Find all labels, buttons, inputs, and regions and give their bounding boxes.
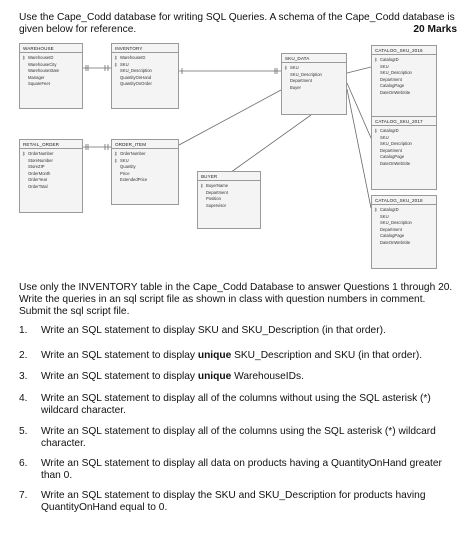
schema-diagram — [19, 43, 457, 279]
field: ExtendedPrice — [120, 177, 148, 182]
field: CatalogID — [380, 128, 399, 133]
field: Price — [120, 170, 130, 176]
field: CatalogPage — [380, 233, 405, 238]
key-icon: ⚷ — [200, 183, 204, 188]
key-icon: ⚷ — [114, 151, 118, 156]
field: WarehouseID — [28, 55, 54, 60]
question-text: Write an SQL statement to display unique SKU_Description and SKU (in that order). — [41, 350, 423, 361]
field: DateOnWebSite — [380, 89, 411, 95]
table-title: ORDER_ITEM — [112, 140, 178, 149]
field: StoreNumber — [28, 157, 53, 163]
field: BuyerName — [206, 183, 229, 188]
rel-orderitem-sku — [179, 90, 281, 145]
field: SKU — [380, 213, 389, 219]
field: QuantityOnOrder — [120, 81, 152, 86]
field: SKU — [120, 157, 129, 163]
table-warehouse — [19, 43, 83, 109]
intro-text: Use the Cape_Codd database for writing SQL Queries. A schema of the Cape_Codd database is given below for reference. — [19, 12, 455, 35]
key-icon: ⚷ — [22, 55, 26, 60]
key-icon: ⚷ — [114, 55, 118, 60]
key-icon: ⚷ — [114, 157, 118, 163]
field: CatalogPage — [380, 154, 405, 159]
question-text: Write an SQL statement to display unique WarehouseIDs. — [41, 371, 304, 382]
field: SKU — [120, 61, 129, 67]
key-icon: ⚷ — [374, 128, 378, 133]
field: SKU_Description — [380, 70, 412, 75]
instructions-text: Use only the INVENTORY table in the Cape_Codd Database to answer Questions 1 through 20. Write the queries in an sql script file as shown in class with question numbers in comment. Submit the sql script file. — [19, 282, 453, 317]
rel-sku-catalog2017 — [347, 83, 371, 138]
table-title: SKU_DATA — [282, 54, 346, 63]
field: Department — [380, 76, 402, 82]
table-title: INVENTORY — [112, 44, 178, 53]
field: CatalogID — [380, 207, 399, 212]
field: Supervisor — [206, 202, 227, 208]
field: CatalogPage — [380, 83, 405, 88]
field: Department — [380, 147, 402, 153]
field: DateOnWebSite — [380, 239, 411, 245]
field: WarehouseCity — [28, 61, 57, 67]
field: Department — [380, 226, 402, 232]
table-inventory — [111, 43, 179, 109]
table-title: WAREHOUSE — [20, 44, 82, 53]
question-number: 3. — [19, 371, 28, 382]
field: OrderNumber — [120, 151, 146, 156]
field: SKU — [380, 134, 389, 140]
field: OrderTotal — [28, 183, 48, 189]
question-number: 5. — [19, 426, 28, 437]
field: StoreZIP — [28, 164, 45, 169]
table-title: BUYER — [198, 172, 260, 181]
table-catalog-sku-2016 — [371, 45, 437, 119]
field: Department — [290, 78, 312, 83]
field: Quantity — [120, 164, 136, 169]
key-icon: ⚷ — [284, 65, 288, 70]
table-title: CATALOG_SKU_2018 — [372, 196, 436, 205]
table-catalog-sku-2017 — [371, 116, 437, 190]
field: SKU_Description — [290, 71, 322, 77]
question-number: 4. — [19, 393, 28, 404]
field: Department — [206, 189, 228, 195]
field: DateOnWebSite — [380, 160, 411, 166]
rel-sku-catalog2016 — [347, 67, 371, 73]
question-text: Write an SQL statement to display SKU and SKU_Description (in that order). — [41, 325, 386, 336]
question-number: 6. — [19, 458, 28, 469]
key-icon: ⚷ — [22, 151, 26, 156]
question-text: Write an SQL statement to display all of the columns using the SQL asterisk (*) wildcard character. — [41, 426, 436, 449]
field: QuantityOnHand — [120, 74, 152, 80]
field: SKU_Description — [380, 220, 412, 225]
field: Buyer — [290, 84, 301, 90]
marks-label: 20 Marks — [413, 24, 457, 35]
question-text: Write an SQL statement to display all of the columns without using the SQL asterisk (*) wildcard character. — [41, 393, 431, 416]
field: OrderNumber — [28, 151, 54, 156]
question-text: Write an SQL statement to display the SKU and SKU_Description for products having QuantityOnHand equal to 0. — [41, 490, 426, 513]
question-number: 2. — [19, 350, 28, 361]
table-buyer — [197, 171, 261, 229]
table-title: CATALOG_SKU_2016 — [372, 46, 436, 55]
rel-sku-catalog2018 — [347, 89, 371, 208]
field: SKU_Description — [380, 141, 412, 146]
field: CatalogID — [380, 57, 399, 62]
field: OrderMonth — [28, 170, 51, 176]
table-order-item — [111, 139, 179, 205]
field: SKU_Description — [120, 68, 152, 73]
question-number: 1. — [19, 325, 28, 336]
table-retail-order — [19, 139, 83, 213]
field: WarehouseState — [28, 68, 60, 73]
field: OrderYear — [28, 177, 48, 182]
field: WarehouseID — [120, 55, 146, 60]
question-text: Write an SQL statement to display all data on products having a QuantityOnHand greater than 0. — [41, 458, 442, 481]
table-sku-data — [281, 53, 347, 115]
key-icon: ⚷ — [374, 57, 378, 62]
table-catalog-sku-2018 — [371, 195, 437, 269]
field: SKU — [290, 65, 299, 70]
question-number: 7. — [19, 490, 28, 501]
field: Position — [206, 196, 221, 201]
key-icon: ⚷ — [374, 207, 378, 212]
field: SKU — [380, 63, 389, 69]
rel-sku-buyer — [227, 115, 311, 175]
field: SquareFeet — [28, 81, 50, 86]
table-title: CATALOG_SKU_2017 — [372, 117, 436, 126]
key-icon: ⚷ — [114, 61, 118, 67]
field: Manager — [28, 74, 45, 80]
table-title: RETAIL_ORDER — [20, 140, 82, 149]
